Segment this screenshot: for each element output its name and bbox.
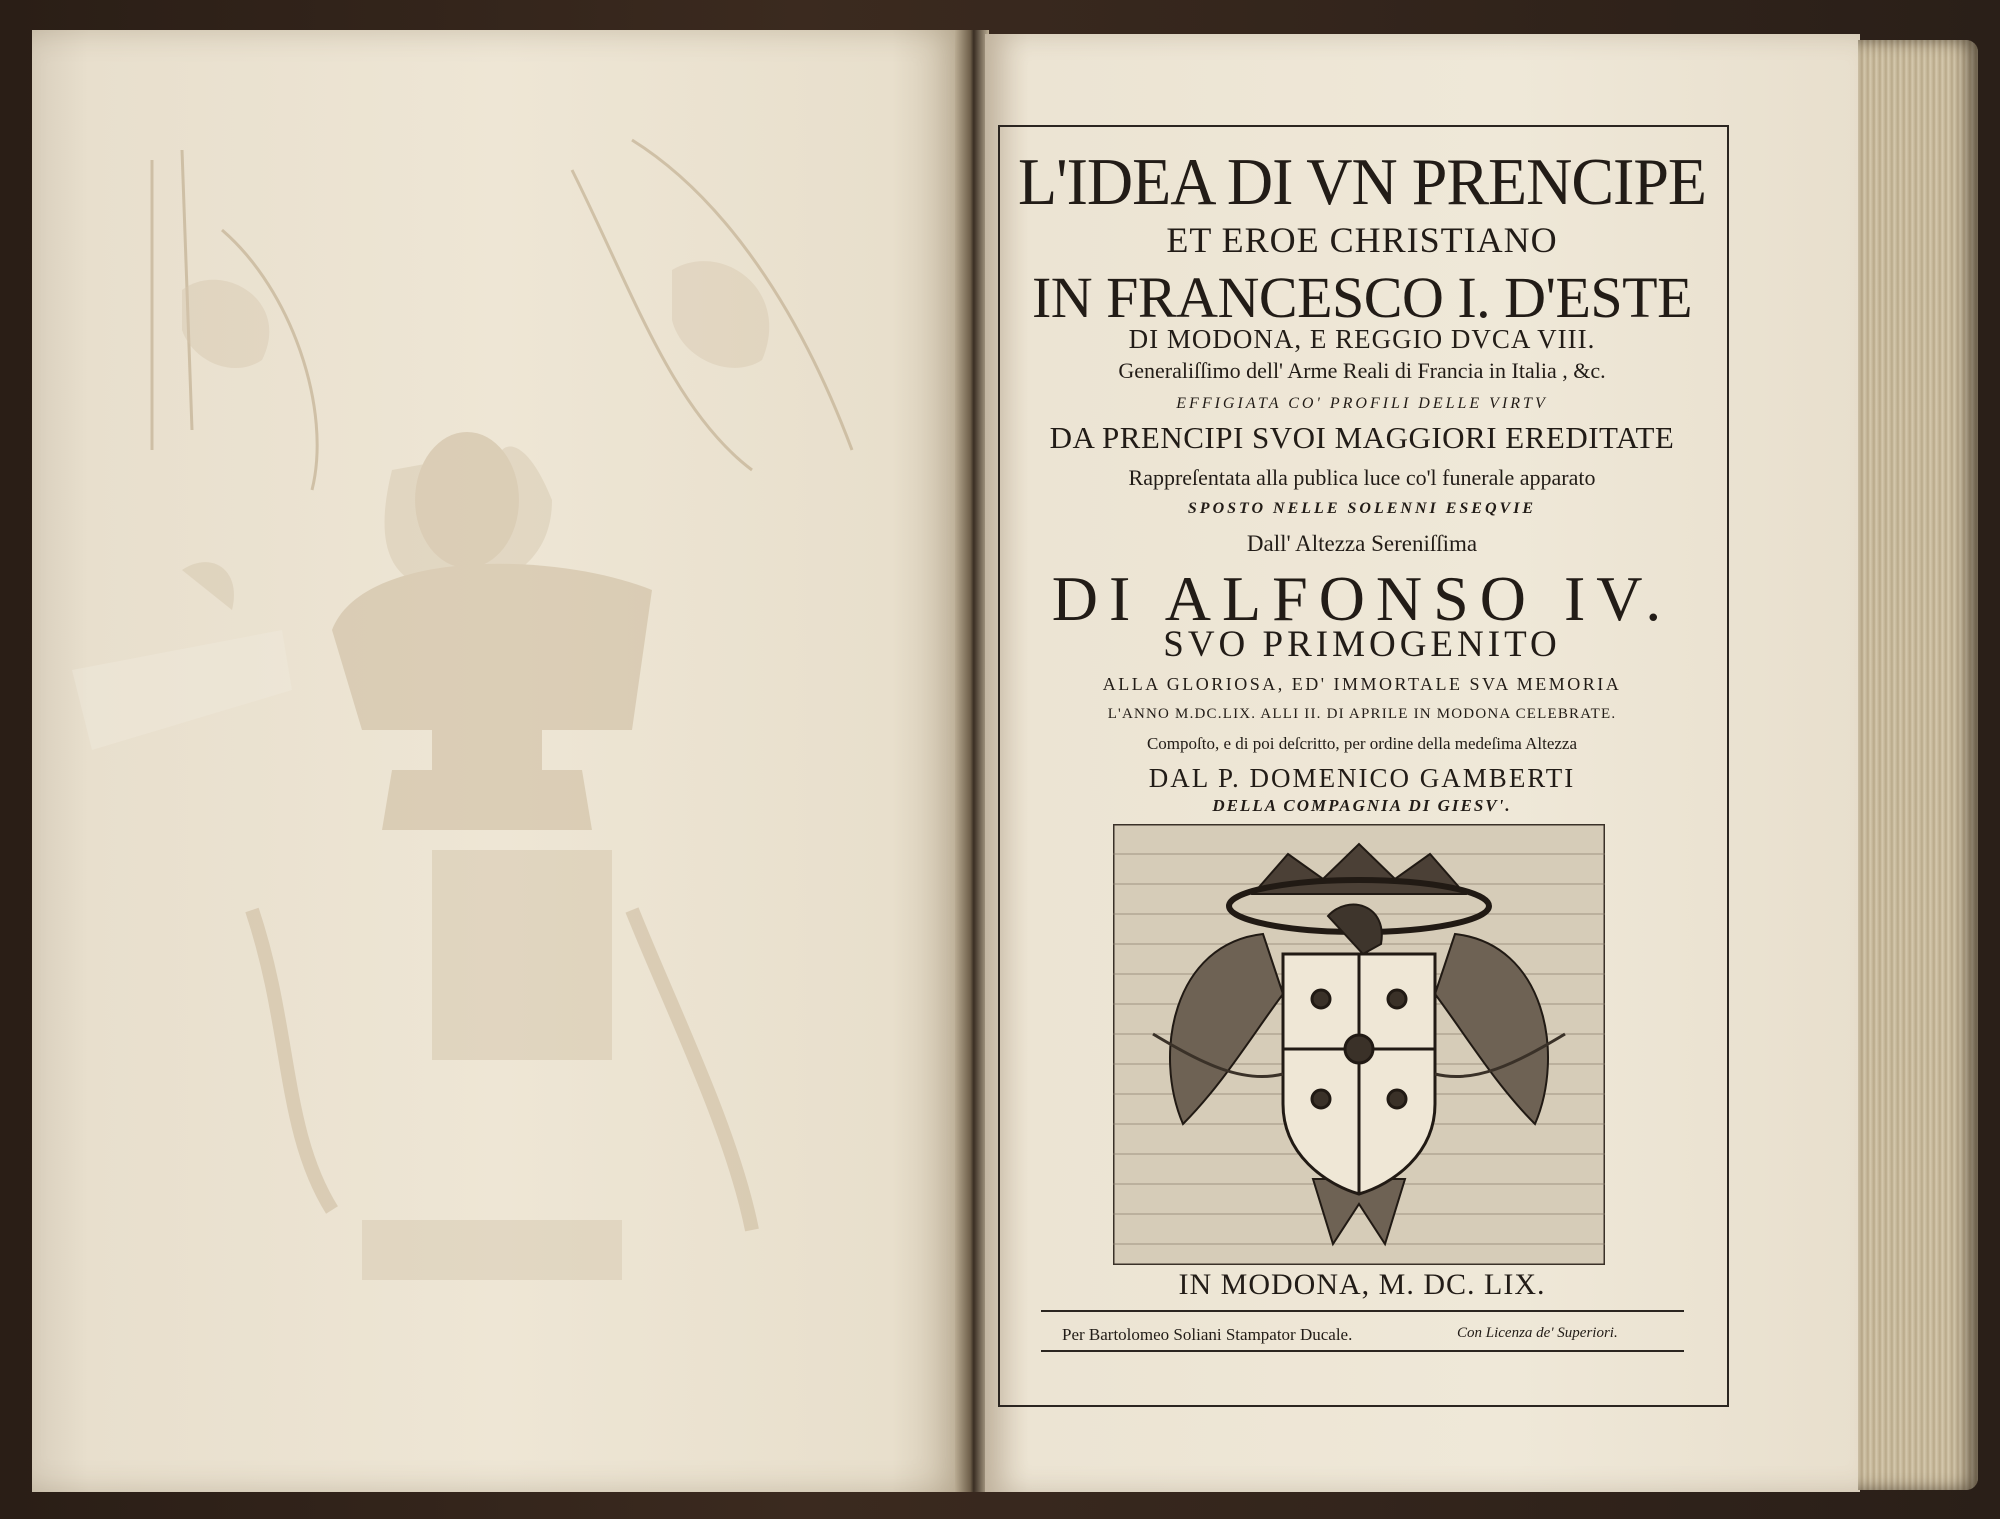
- title-line-10: Dall' Altezza Sereniſſima: [1246, 531, 1478, 556]
- title-line-5: Generaliſſimo dell' Arme Reali di Francia in Italia , &c.: [1118, 358, 1606, 383]
- page-edges: [1858, 40, 1978, 1490]
- title-line-7: DA PRENCIPI SVOI MAGGIORI EREDITATE: [1049, 420, 1675, 455]
- imprint-place-date: IN MODONA, M. DC. LIX.: [1178, 1268, 1546, 1301]
- title-line-1: L'IDEA DI VN PRENCIPE: [1017, 144, 1707, 219]
- license-note: Con Licenza de' Superiori.: [1457, 1325, 1618, 1341]
- title-line-11: DI ALFONSO IV.: [1051, 563, 1673, 634]
- author-affiliation: DELLA COMPAGNIA DI GIESV'.: [1212, 796, 1512, 815]
- title-line-15: Compoſto, e di poi deſcritto, per ordine della medeſima Altezza: [1146, 734, 1578, 753]
- book-gutter: [955, 30, 989, 1492]
- imprint-rule-top: [1041, 1310, 1684, 1312]
- title-line-6: EFFIGIATA CO' PROFILI DELLE VIRTV: [1176, 395, 1548, 412]
- printer-name: Per Bartolomeo Soliani Stampator Ducale.: [1062, 1325, 1353, 1344]
- title-line-2: ET EROE CHRISTIANO: [1166, 220, 1558, 260]
- title-line-9: SPOSTO NELLE SOLENNI ESEQVIE: [1187, 500, 1537, 517]
- title-line-8: Rappreſentata alla publica luce co'l funerale apparato: [1128, 465, 1596, 490]
- author-line: DAL P. DOMENICO GAMBERTI: [1148, 763, 1576, 793]
- title-line-14: L'ANNO M.DC.LIX. ALLI II. DI APRILE IN MODONA CELEBRATE.: [1107, 706, 1617, 722]
- title-line-13: ALLA GLORIOSA, ED' IMMORTALE SVA MEMORIA: [1102, 674, 1622, 694]
- left-page-frontispiece: [32, 30, 967, 1492]
- coat-of-arms-engraving: [1113, 824, 1605, 1265]
- title-line-3: IN FRANCESCO I. D'ESTE: [1031, 265, 1693, 330]
- imprint-rule-bottom: [1041, 1350, 1684, 1352]
- bleed-through-portrait-image: [32, 30, 967, 1492]
- shield-icon: [1283, 954, 1435, 1194]
- title-line-12: SVO PRIMOGENITO: [1163, 624, 1561, 665]
- title-line-4: DI MODONA, E REGGIO DVCA VIII.: [1128, 324, 1596, 354]
